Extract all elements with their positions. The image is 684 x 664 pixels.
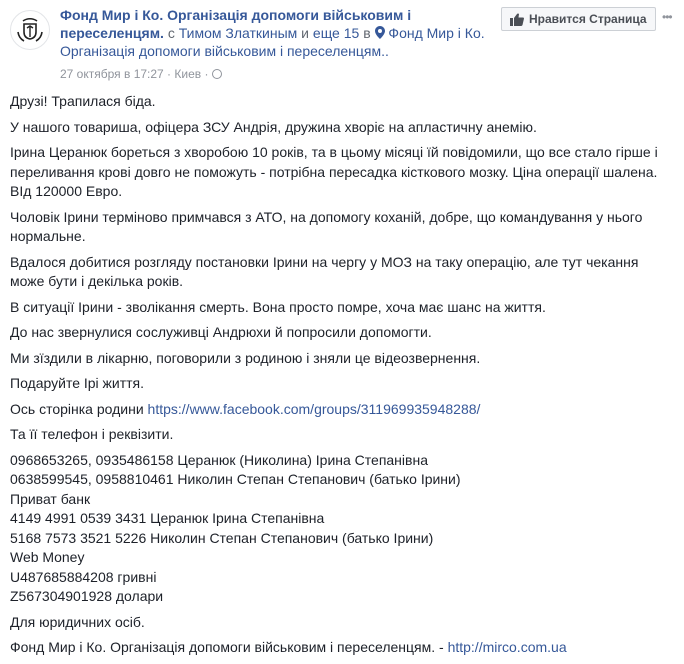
detail-line: 4149 4991 0539 3431 Церанюк Ірина Степанівна [10, 510, 325, 526]
foundation-logo-icon [14, 14, 46, 46]
more-options-button[interactable]: ••• [662, 10, 672, 24]
website-link[interactable]: http://mirco.com.ua [447, 639, 567, 655]
paragraph: Подаруйте Ірі життя. [10, 375, 145, 391]
paragraph: Фонд Мир і Ко. Організація допомоги військовим і переселенцям. - http://mirco.com.ua [10, 639, 567, 655]
paragraph: Ось сторінка родини https://www.facebook.com/groups/311969935948288/ [10, 400, 481, 417]
tagged-others-link[interactable]: еще 15 [312, 25, 360, 41]
detail-line: Web Money [10, 549, 85, 565]
post-header [0, 0, 684, 86]
tagged-person-link[interactable]: Тимом Златкиным [178, 25, 298, 41]
paragraph: Друзі! Трапилася біда. [10, 93, 156, 109]
detail-line: 0968653265, 0935486158 Церанюк (Николина) Ірина Степанівна [10, 451, 428, 468]
paragraph: Чоловік Ірини терміново примчався з АТО, на допомогу коханій, добре, що командування у нього нормальне. [10, 208, 643, 244]
post-attribution: Фонд Мир і Ко. Організація допомоги військовим і переселенцям. с Тимом Златкиным и еще 15 в Фонд Мир і Ко. Організація допомоги військовим і переселенцям.. [60, 7, 485, 59]
timestamp-link[interactable]: 27 октября в 17:27 [60, 67, 164, 81]
page-avatar[interactable] [10, 10, 50, 50]
paragraph: Для юридичних осіб. [10, 613, 145, 630]
place-link[interactable]: Киев [174, 67, 202, 81]
detail-line: U487685884208 гривні [10, 568, 157, 585]
page-name-link[interactable]: Фонд Мир і Ко. Організація допомоги військовим і переселенцям. [60, 7, 412, 41]
location-pin-icon [375, 26, 385, 39]
paragraph: Ірина Церанюк бореться з хворобою 10 років, та в цьому місяці їй повідомили, що все стало гірше і переливання крові довго не поможуть - потрібна пересадка кісткового мозку. Ціна операції шалена. ВІд 120000 Евро. [10, 144, 658, 199]
paragraph: До нас звернулися сослуживці Андрюхи й попросили допомогти. [10, 324, 432, 340]
paragraph: Вдалося добитися розгляду постановки Ірини на чергу у МОЗ на таку операцію, але тут чекання може бути і декілька років. [10, 253, 639, 289]
paragraph: В ситуації Ірини - зволікання смерть. Вона просто помре, хоча має шанс на життя. [10, 298, 546, 315]
detail-line: 5168 7573 3521 5226 Николин Степан Степанович (батько Ірини) [10, 529, 434, 546]
detail-line: Z567304901928 долари [10, 588, 164, 604]
post-body [10, 92, 674, 664]
like-page-button[interactable]: Нравится Страница [501, 7, 656, 31]
contact-details [10, 451, 674, 607]
paragraph: Ми зїздили в лікарню, поговорили з родиною і зняли це відеозвернення. [10, 349, 481, 366]
paragraph: Та її телефон і реквізити. [10, 426, 174, 442]
location-link[interactable]: Фонд Мир і Ко. Організація допомоги військовим і переселенцям.. [60, 25, 485, 59]
family-group-link[interactable]: https://www.facebook.com/groups/311969935948288/ [147, 400, 481, 417]
thumbs-up-icon [510, 13, 524, 26]
public-audience-icon[interactable] [212, 69, 222, 79]
detail-line: 0638599545, 0958810461 Николин Степан Степанович (батько Ірини) [10, 471, 461, 487]
post-meta: 27 октября в 17:27 · Киев · [60, 66, 222, 82]
detail-line: Приват банк [10, 490, 91, 507]
paragraph: У нашого товариша, офіцера ЗСУ Андрія, дружина хворіє на апластичну анемію. [10, 118, 537, 135]
